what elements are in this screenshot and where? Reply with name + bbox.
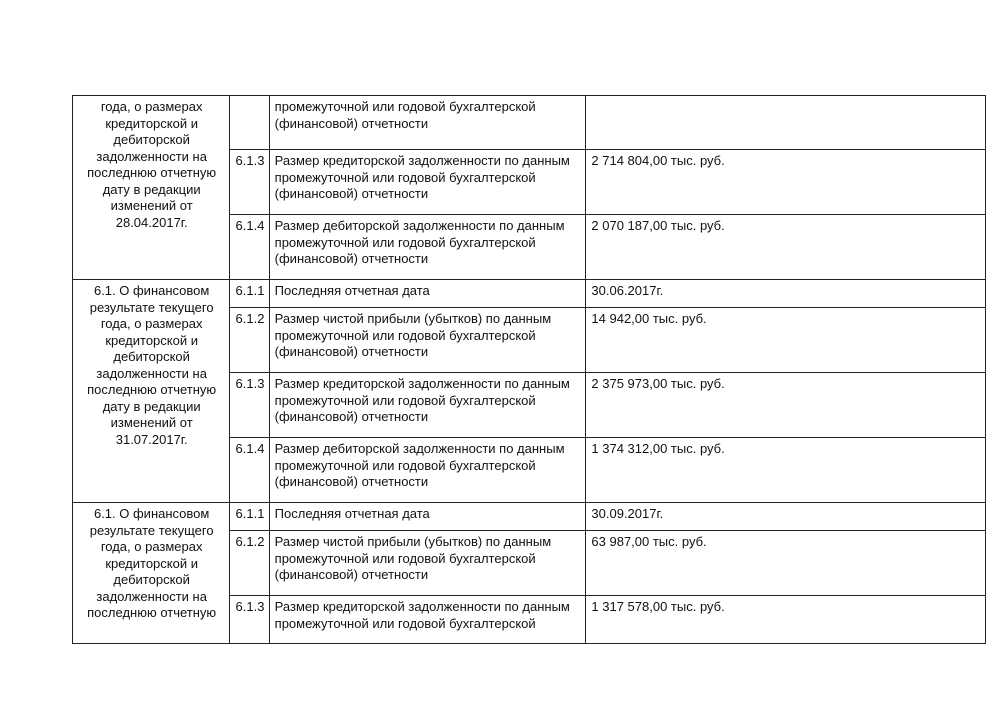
item-value: 1 317 578,00 тыс. руб. [586, 596, 986, 644]
item-value: 30.06.2017г. [586, 280, 986, 308]
table-row [73, 96, 986, 150]
item-value: 14 942,00 тыс. руб. [586, 308, 986, 373]
item-value: 1 374 312,00 тыс. руб. [586, 438, 986, 503]
item-number: 6.1.2 [230, 531, 269, 596]
item-value [586, 96, 986, 150]
section-header: года, о размерах кредиторской и дебиторской задолженности на последнюю отчетную дату в редакции изменений от 28.04.2017г. [73, 96, 230, 280]
item-number: 6.1.4 [230, 215, 269, 280]
item-number: 6.1.2 [230, 308, 269, 373]
item-label: Размер чистой прибыли (убытков) по данным промежуточной или годовой бухгалтерской (финансовой) отчетности [269, 531, 586, 596]
section-header: 6.1. О финансовом результате текущего года, о размерах кредиторской и дебиторской задолженности на последнюю отчетную [73, 503, 230, 644]
table-row [73, 503, 986, 531]
item-value: 30.09.2017г. [586, 503, 986, 531]
item-number [230, 96, 269, 150]
item-label: Размер кредиторской задолженности по данным промежуточной или годовой бухгалтерской (финансовой) отчетности [269, 150, 586, 215]
item-label: Размер дебиторской задолженности по данным промежуточной или годовой бухгалтерской (финансовой) отчетности [269, 215, 586, 280]
item-number: 6.1.3 [230, 596, 269, 644]
table-row [73, 280, 986, 308]
item-label: Последняя отчетная дата [269, 503, 586, 531]
item-number: 6.1.3 [230, 150, 269, 215]
item-value: 63 987,00 тыс. руб. [586, 531, 986, 596]
item-value: 2 070 187,00 тыс. руб. [586, 215, 986, 280]
item-label: Размер чистой прибыли (убытков) по данным промежуточной или годовой бухгалтерской (финансовой) отчетности [269, 308, 586, 373]
item-number: 6.1.4 [230, 438, 269, 503]
item-label: Размер кредиторской задолженности по данным промежуточной или годовой бухгалтерской [269, 596, 586, 644]
item-value: 2 375 973,00 тыс. руб. [586, 373, 986, 438]
item-value: 2 714 804,00 тыс. руб. [586, 150, 986, 215]
item-label: Последняя отчетная дата [269, 280, 586, 308]
item-label: Размер дебиторской задолженности по данным промежуточной или годовой бухгалтерской (финансовой) отчетности [269, 438, 586, 503]
financial-results-table [72, 95, 986, 644]
item-label: промежуточной или годовой бухгалтерской (финансовой) отчетности [269, 96, 586, 150]
item-number: 6.1.1 [230, 280, 269, 308]
item-number: 6.1.1 [230, 503, 269, 531]
section-header: 6.1. О финансовом результате текущего года, о размерах кредиторской и дебиторской задолженности на последнюю отчетную дату в редакции изменений от 31.07.2017г. [73, 280, 230, 503]
item-label: Размер кредиторской задолженности по данным промежуточной или годовой бухгалтерской (финансовой) отчетности [269, 373, 586, 438]
item-number: 6.1.3 [230, 373, 269, 438]
